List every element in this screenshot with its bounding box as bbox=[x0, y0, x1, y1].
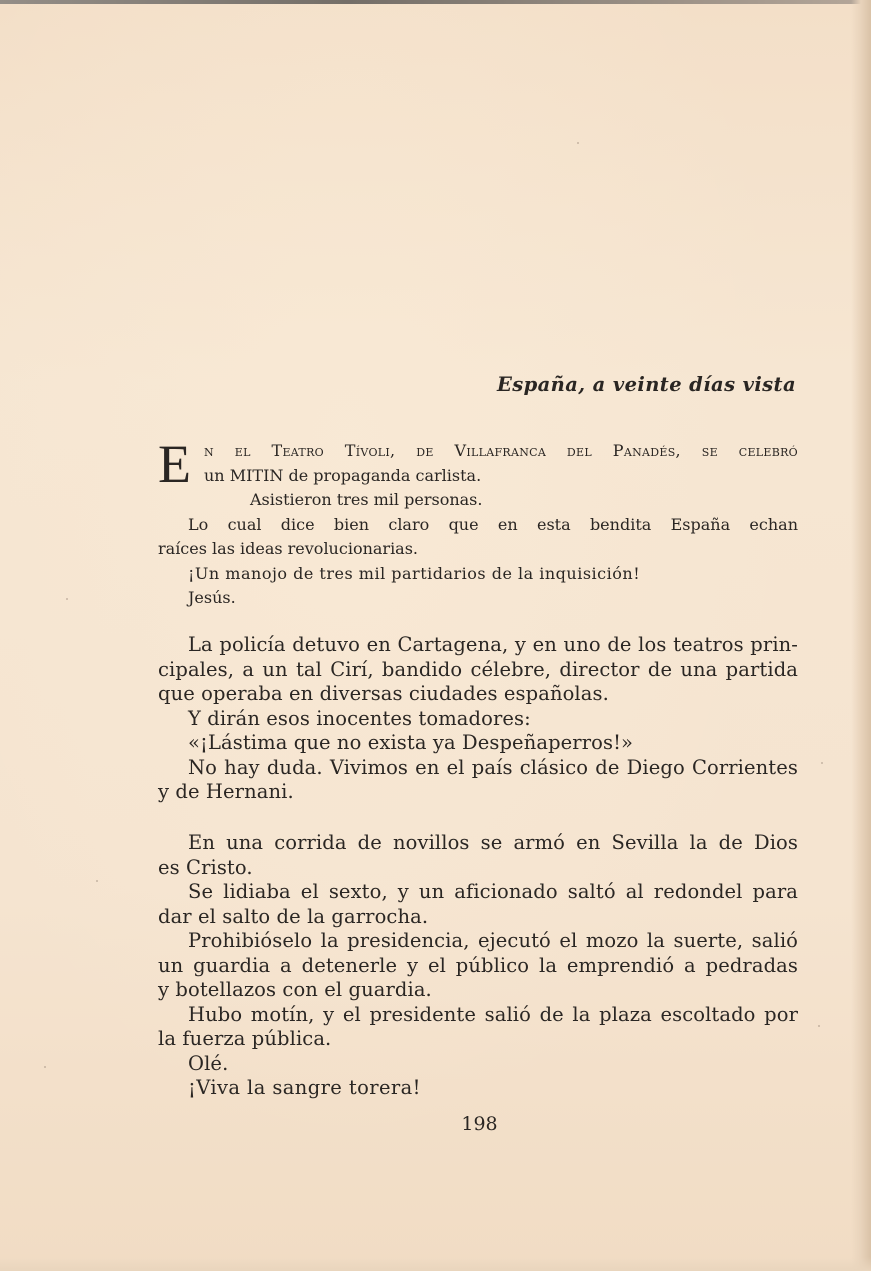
text-line: y de Hernani. bbox=[158, 780, 294, 803]
text-line: La policía detuvo en Cartagena, y en uno de los teatros prin- bbox=[188, 633, 798, 656]
text-line: «¡Lástima que no exista ya Despeñaperros!» bbox=[188, 731, 634, 754]
text-line: que operaba en diversas ciudades españolas. bbox=[158, 682, 609, 705]
text-line: Olé. bbox=[188, 1051, 229, 1075]
text-line: Asistieron tres mil personas. bbox=[250, 490, 483, 509]
section-2 bbox=[158, 633, 798, 805]
text-line: es Cristo. bbox=[158, 855, 253, 879]
text-line: un guardia a detenerle y el público la emprendió a pedradas bbox=[158, 953, 798, 977]
paper-speck bbox=[96, 880, 98, 882]
text-line: cipales, a un tal Cirí, bandido célebre, director de una partida bbox=[158, 657, 798, 681]
page-right-edge bbox=[851, 0, 871, 1271]
paper-speck bbox=[577, 142, 579, 144]
paper-speck bbox=[44, 1066, 46, 1068]
drop-cap-letter: E bbox=[158, 434, 191, 494]
opening-line-smallcaps: n el Teatro Tívoli, de Villafranca del Panadés, se celebró bbox=[204, 441, 798, 460]
text-line: raíces las ideas revolucionarias. bbox=[158, 539, 419, 558]
text-line: dar el salto de la garrocha. bbox=[158, 904, 429, 928]
page-bottom-edge bbox=[0, 1257, 871, 1271]
paper-speck bbox=[821, 762, 823, 764]
section-3 bbox=[158, 831, 798, 1101]
paper-speck bbox=[818, 1025, 820, 1027]
opening-line-2: un MITIN de propaganda carlista. bbox=[204, 465, 482, 485]
page-number: 198 bbox=[461, 1113, 498, 1135]
text-line: Jesús. bbox=[188, 588, 236, 607]
page-top-edge bbox=[0, 0, 871, 4]
text-line: No hay duda. Vivimos en el país clásico de Diego Corrientes bbox=[188, 755, 798, 779]
text-line: la fuerza pública. bbox=[158, 1027, 332, 1050]
text-line: ¡Viva la sangre torera! bbox=[188, 1076, 421, 1099]
text-line: y botellazos con el guardia. bbox=[158, 978, 432, 1001]
text-line: En una corrida de novillos se armó en Sevilla la de Dios bbox=[188, 831, 798, 854]
text-line: Lo cual dice bien claro que en esta bendita España echan bbox=[188, 514, 798, 534]
text-line: Y dirán esos inocentes tomadores: bbox=[188, 706, 531, 730]
text-line: Prohibióselo la presidencia, ejecutó el mozo la suerte, salió bbox=[188, 929, 798, 952]
text-line: ¡Un manojo de tres mil partidarios de la inquisición! bbox=[188, 563, 641, 583]
text-line: Hubo motín, y el presidente salió de la plaza escoltado por bbox=[188, 1002, 798, 1026]
text-line: Se lidiaba el sexto, y un aficionado saltó al redondel para bbox=[188, 880, 798, 903]
paper-speck bbox=[66, 598, 68, 600]
chapter-heading: España, a veinte días vista bbox=[496, 373, 796, 396]
